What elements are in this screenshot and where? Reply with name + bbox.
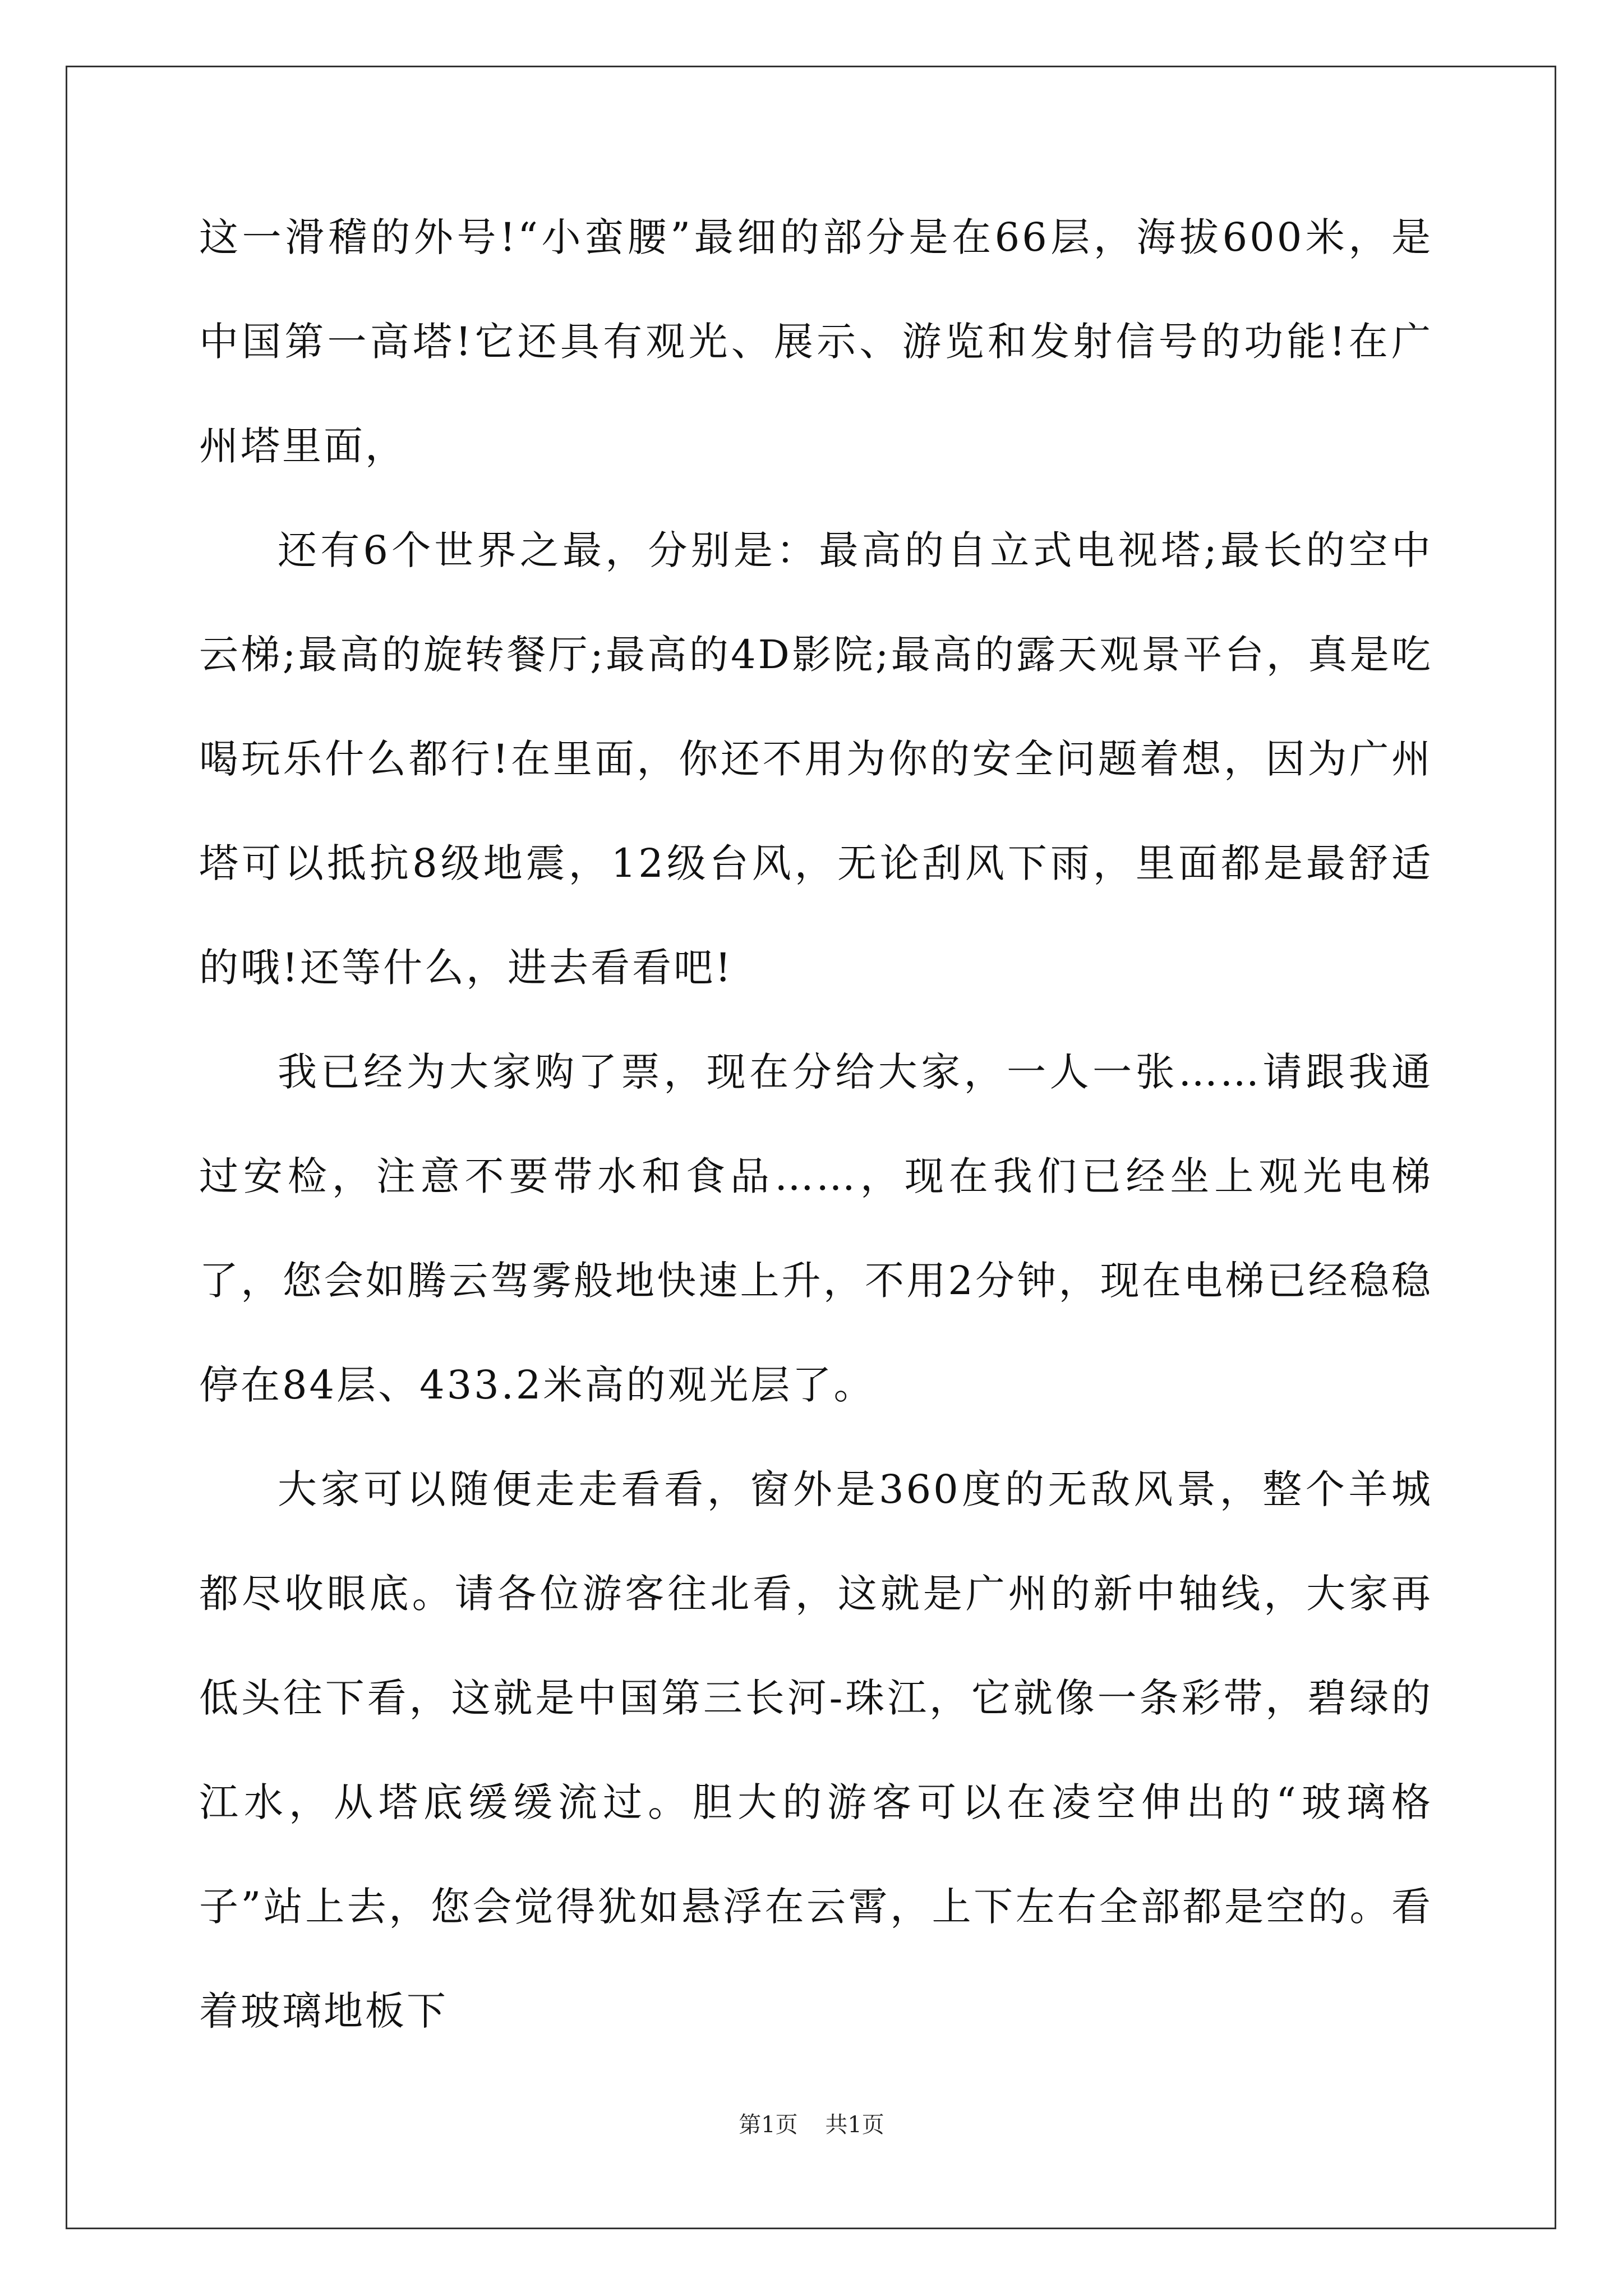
document-body xyxy=(199,185,1433,2063)
page-number: 第1页 xyxy=(739,2112,798,2138)
paragraph-4: 大家可以随便走走看看，窗外是360度的无敌风景，整个羊城都尽收眼底。请各位游客往北看，这就是广州的新中轴线，大家再低头往下看，这就是中国第三长河-珠江，它就像一条彩带，碧绿的江水，从塔底缓缓流过。胆大的游客可以在凌空伸出的“玻璃格子”站上去，您会觉得犹如悬浮在云霄，上下左右全部都是空的。看着玻璃地板下 xyxy=(199,1466,1433,2034)
page-total: 共1页 xyxy=(825,2112,884,2138)
paragraph-2: 还有6个世界之最，分别是：最高的自立式电视塔;最长的空中云梯;最高的旋转餐厅;最高的4D影院;最高的露天观景平台，真是吃喝玩乐什么都行!在里面，你还不用为你的安全问题着想，因为广州塔可以抵抗8级地震，12级台风，无论刮风下雨，里面都是最舒适的哦!还等什么，进去看看吧! xyxy=(199,527,1433,991)
paragraph-3: 我已经为大家购了票，现在分给大家，一人一张……请跟我通过安检，注意不要带水和食品……，现在我们已经坐上观光电梯了，您会如腾云驾雾般地快速上升，不用2分钟，现在电梯已经稳稳停在84层、433.2米高的观光层了。 xyxy=(199,1049,1433,1408)
paragraph-1: 这一滑稽的外号!“小蛮腰”最细的部分是在66层，海拔600米，是中国第一高塔!它还具有观光、展示、游览和发射信号的功能!在广州塔里面， xyxy=(199,214,1433,469)
page-footer xyxy=(0,2107,1623,2139)
